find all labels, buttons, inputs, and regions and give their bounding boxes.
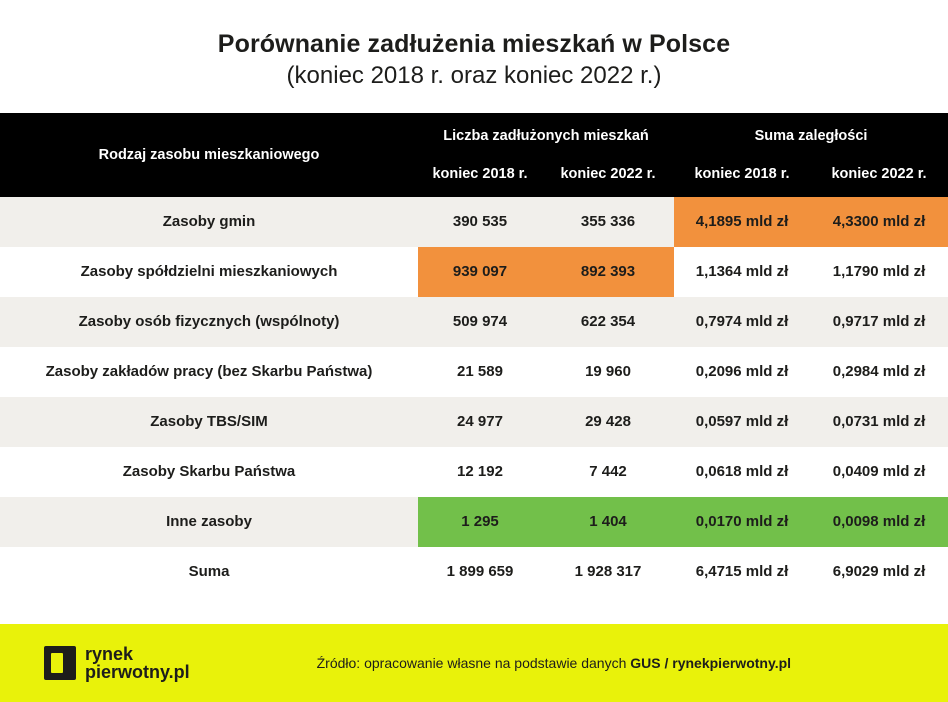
logo-text-line1: rynek [85,643,134,664]
cell-count-2018: 24 977 [418,397,542,447]
source-note-bold: GUS / rynekpierwotny.pl [630,655,792,671]
header-sub-sum-2022 [810,155,948,197]
header-sub-count-2022 [542,155,674,197]
brand-logo [44,645,190,682]
logo-mark-icon [44,646,76,680]
logo-text [85,645,190,682]
row-label: Zasoby zakładów pracy (bez Skarbu Państwa) [0,347,418,397]
cell-sum-2018: 0,0170 mld zł [674,497,810,547]
header-sub-count-2022-text: koniec 2022 r. [560,165,656,182]
source-note [190,655,948,671]
row-label: Zasoby spółdzielni mieszkaniowych [0,247,418,297]
header-row-label [0,113,418,197]
title-block [0,0,948,91]
header-sub-sum-2022-text: koniec 2022 r. [831,165,927,182]
table-header [0,113,948,197]
cell-count-2022: 892 393 [542,247,674,297]
cell-count-2022: 1 928 317 [542,547,674,597]
cell-count-2018: 1 899 659 [418,547,542,597]
comparison-table [0,113,948,597]
cell-count-2018: 509 974 [418,297,542,347]
header-sub-count-2018 [418,155,542,197]
table-row [0,347,948,397]
source-note-prefix: Źródło: opracowanie własne na podstawie danych [316,655,631,671]
cell-count-2022: 622 354 [542,297,674,347]
cell-sum-2018: 0,0597 mld zł [674,397,810,447]
table-body [0,197,948,597]
row-label: Inne zasoby [0,497,418,547]
header-group-sums-text: Suma zaległości [754,127,868,144]
header-group-counts [418,113,674,155]
cell-count-2022: 19 960 [542,347,674,397]
table-row [0,197,948,247]
table-row [0,397,948,447]
header-group-counts-text: Liczba zadłużonych mieszkań [443,127,649,144]
table-row [0,497,948,547]
header-sub-sum-2018-text: koniec 2018 r. [694,165,790,182]
header-sub-sum-2018 [674,155,810,197]
cell-count-2018: 12 192 [418,447,542,497]
header-row-label-text: Rodzaj zasobu mieszkaniowego [98,146,320,163]
cell-sum-2022: 6,9029 mld zł [810,547,948,597]
cell-count-2022: 29 428 [542,397,674,447]
cell-count-2018: 390 535 [418,197,542,247]
cell-count-2022: 355 336 [542,197,674,247]
cell-sum-2018: 0,2096 mld zł [674,347,810,397]
footer-bar [0,624,948,702]
row-label: Suma [0,547,418,597]
cell-count-2018: 939 097 [418,247,542,297]
cell-count-2018: 1 295 [418,497,542,547]
row-label: Zasoby TBS/SIM [0,397,418,447]
cell-sum-2018: 1,1364 mld zł [674,247,810,297]
cell-count-2018: 21 589 [418,347,542,397]
cell-sum-2022: 0,0409 mld zł [810,447,948,497]
page-title: Porównanie zadłużenia mieszkań w Polsce [217,30,731,58]
cell-sum-2018: 4,1895 mld zł [674,197,810,247]
table-row [0,297,948,347]
cell-sum-2022: 1,1790 mld zł [810,247,948,297]
row-label: Zasoby osób fizycznych (wspólnoty) [0,297,418,347]
row-label: Zasoby gmin [0,197,418,247]
cell-sum-2022: 0,9717 mld zł [810,297,948,347]
page-subtitle: (koniec 2018 r. oraz koniec 2022 r.) [286,61,662,89]
cell-count-2022: 1 404 [542,497,674,547]
cell-sum-2018: 0,7974 mld zł [674,297,810,347]
cell-sum-2018: 0,0618 mld zł [674,447,810,497]
cell-sum-2022: 0,0098 mld zł [810,497,948,547]
cell-sum-2022: 4,3300 mld zł [810,197,948,247]
cell-sum-2022: 0,2984 mld zł [810,347,948,397]
table-row [0,247,948,297]
table-row-total [0,547,948,597]
logo-text-line2: pierwotny.pl [85,662,190,682]
row-label: Zasoby Skarbu Państwa [0,447,418,497]
table-row [0,447,948,497]
header-sub-count-2018-text: koniec 2018 r. [432,165,528,182]
cell-sum-2018: 6,4715 mld zł [674,547,810,597]
header-group-sums [674,113,948,155]
cell-count-2022: 7 442 [542,447,674,497]
cell-sum-2022: 0,0731 mld zł [810,397,948,447]
